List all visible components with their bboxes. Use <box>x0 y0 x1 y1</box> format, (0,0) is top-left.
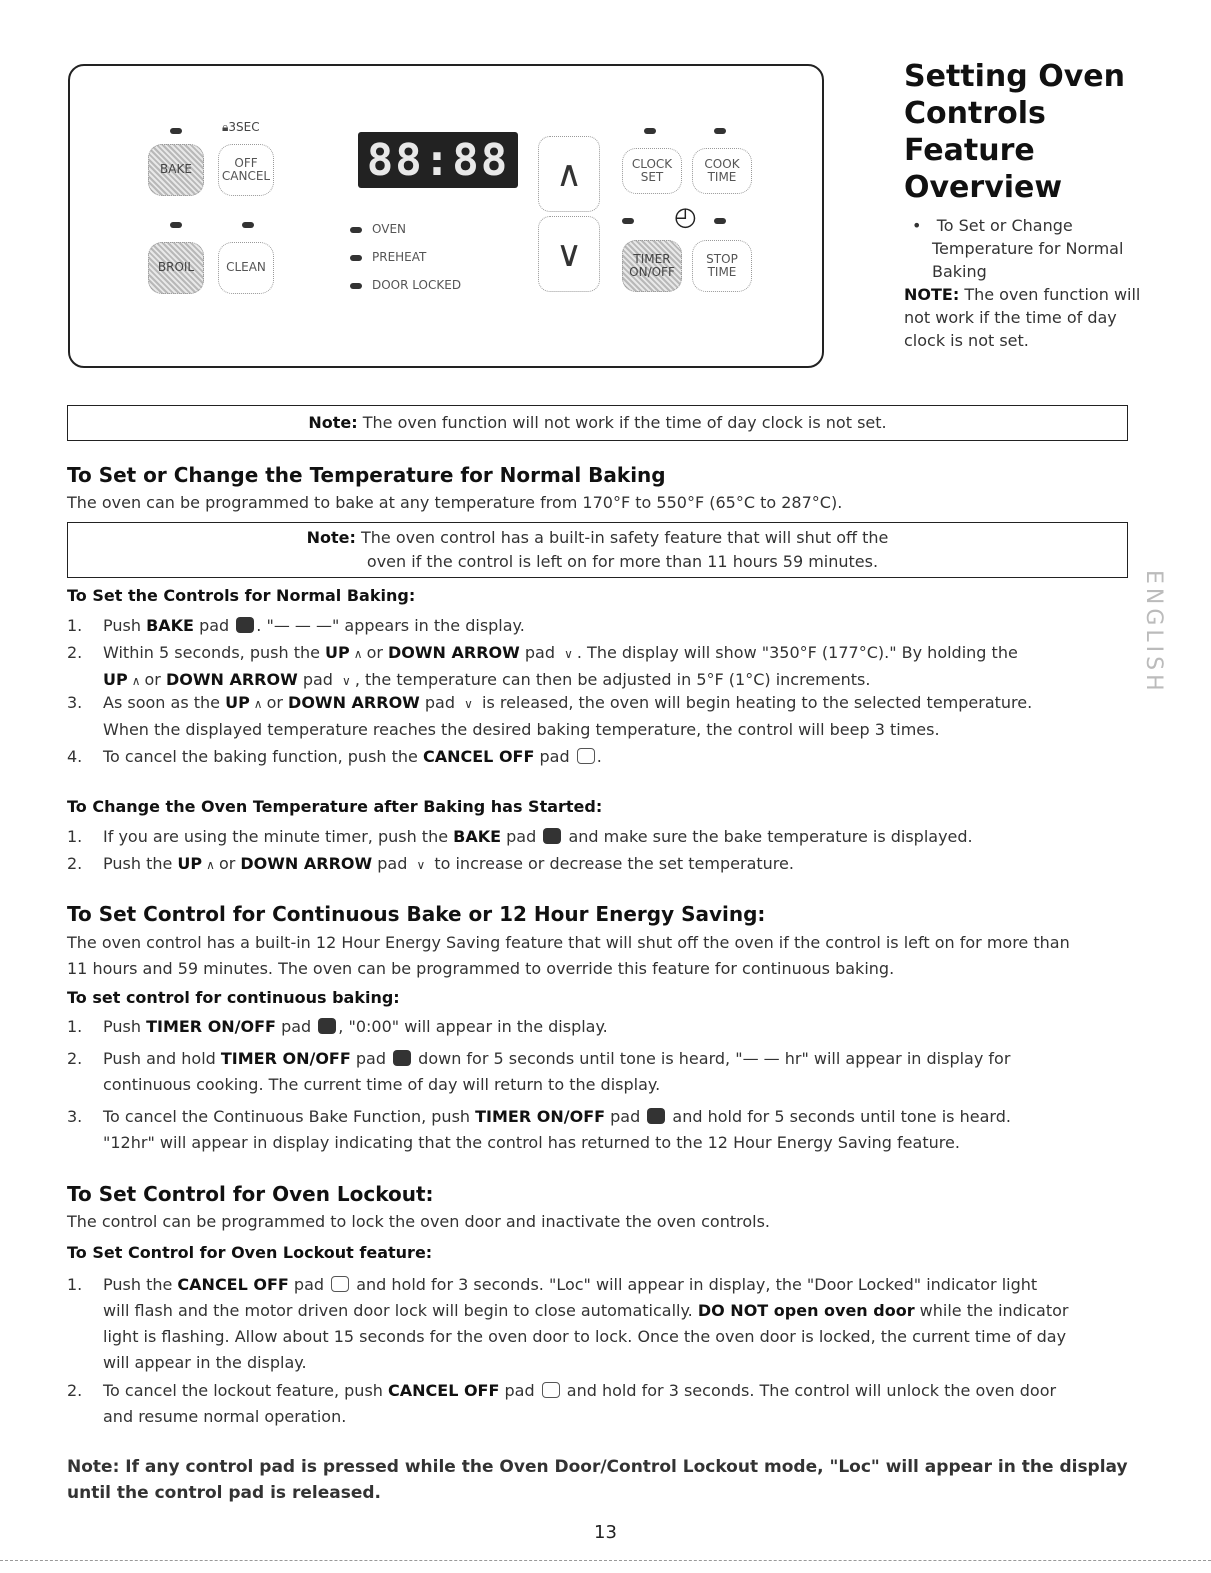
step-1-1: 1. Push BAKE pad . "— — —" appears in the display. <box>67 616 525 635</box>
intro-normal-baking: The oven can be programmed to bake at any temperature from 170°F to 550°F (65°C to 287°C). <box>67 493 843 512</box>
three-sec-label: 🔒︎3SEC <box>222 120 260 134</box>
step-3-1: 1. Push TIMER ON/OFF pad , "0:00" will appear in the display. <box>67 1017 608 1036</box>
side-summary <box>904 214 1144 352</box>
bake-pad: BAKE <box>148 144 204 196</box>
oven-indicator: OVEN <box>350 222 406 236</box>
step-4-1: 1. Push the CANCEL OFF pad and hold for 3 seconds. "Loc" will appear in display, the "Door Locked" indicator light will flash and the motor driven door lock will begin to close automatically. DO NOT open oven door while the indicator light is flashing. Allow about 15 seconds for the oven door to lock. Once the oven door is locked, the current time of day will appear in the display. <box>67 1275 1069 1372</box>
sub-normal-baking: To Set the Controls for Normal Baking: <box>67 586 416 605</box>
sub-change-temp: To Change the Oven Temperature after Baking has Started: <box>67 797 603 816</box>
timer-on-off-pad: TIMER ON/OFF <box>622 240 682 292</box>
down-arrow-icon: ∨ <box>564 647 573 661</box>
stop-time-pad: STOP TIME <box>692 240 752 292</box>
page-number: 13 <box>594 1522 617 1543</box>
stop-time-led <box>714 218 726 224</box>
side-note: NOTE: The oven function will not work if the time of day clock is not set. <box>904 285 1141 350</box>
heading-continuous-bake: To Set Control for Continuous Bake or 12 Hour Energy Saving: <box>67 902 766 926</box>
off-cancel-pad: OFF CANCEL <box>218 144 274 196</box>
note-box-safety: Note: The oven control has a built-in safety feature that will shut off the oven if the control is left on for more than 11 hours 59 minutes. <box>67 522 1128 578</box>
down-arrow-icon: ∨ <box>538 216 600 292</box>
timer-clock-icon: ◴ <box>674 202 697 232</box>
cook-time-led <box>714 128 726 134</box>
step-3-3: 3. To cancel the Continuous Bake Function, push TIMER ON/OFF pad and hold for 5 seconds until tone is heard. "12hr" will appear in display indicating that the control has returned to the 12 Hour Energy Saving feature. <box>67 1107 1011 1152</box>
side-bullet: • To Set or Change Temperature for Normal Baking <box>912 216 1124 281</box>
heading-oven-lockout: To Set Control for Oven Lockout: <box>67 1182 434 1206</box>
timer-led <box>622 218 634 224</box>
clock-set-pad: CLOCK SET <box>622 148 682 194</box>
step-2-2: 2. Push the UP ∧ or DOWN ARROW pad ∨ to increase or decrease the set temperature. <box>67 854 794 873</box>
step-1-4: 4. To cancel the baking function, push the CANCEL OFF pad . <box>67 747 602 766</box>
sub-oven-lockout: To Set Control for Oven Lockout feature: <box>67 1243 433 1262</box>
step-1-3: 3. As soon as the UP ∧ or DOWN ARROW pad ∨ is released, the oven will begin heating to the selected temperature. When the displayed temperature reaches the desired baking temperature, the control will beep 3 times. <box>67 693 1033 739</box>
control-panel-illustration <box>68 64 824 368</box>
bake-led <box>170 128 182 134</box>
cook-time-pad: COOK TIME <box>692 148 752 194</box>
up-arrow-icon: ∧ <box>353 647 363 661</box>
broil-pad: BROIL <box>148 242 204 294</box>
sub-continuous-bake: To set control for continuous baking: <box>67 988 400 1007</box>
bottom-rule <box>0 1560 1211 1561</box>
intro-continuous-bake: The oven control has a built-in 12 Hour Energy Saving feature that will shut off the oven if the control is left on for more than 11 hours and 59 minutes. The oven can be programmed to override this feature for continuous baking. <box>67 933 1070 978</box>
clean-led <box>242 222 254 228</box>
clock-led <box>644 128 656 134</box>
digital-display: 88:88 <box>358 132 518 188</box>
language-tab: ENGLISH <box>1141 570 1166 695</box>
preheat-indicator: PREHEAT <box>350 250 426 264</box>
side-title: Setting Oven Controls Feature Overview <box>904 59 1125 205</box>
step-1-2: 2. Within 5 seconds, push the UP ∧ or DOWN ARROW pad ∨ . The display will show "350°F (177°C)." By holding the UP ∧ or DOWN ARROW pad ∨ , the temperature can then be adjusted in 5°F (1°C) increments. <box>67 643 1018 689</box>
final-note: Note: If any control pad is pressed while the Oven Door/Control Lockout mode, "Loc" will appear in the display until the control pad is released. <box>67 1457 1128 1503</box>
step-3-2: 2. Push and hold TIMER ON/OFF pad down for 5 seconds until tone is heard, "— — hr" will appear in display for continuous cooking. The current time of day will return to the display. <box>67 1049 1011 1094</box>
broil-led <box>170 222 182 228</box>
step-2-1: 1. If you are using the minute timer, push the BAKE pad and make sure the bake temperature is displayed. <box>67 827 973 846</box>
door-locked-indicator: DOOR LOCKED <box>350 278 461 292</box>
intro-oven-lockout: The control can be programmed to lock the oven door and inactivate the oven controls. <box>67 1212 770 1231</box>
bake-pad-icon <box>236 617 254 633</box>
clean-pad: CLEAN <box>218 242 274 294</box>
note-box-clock: Note: The oven function will not work if the time of day clock is not set. <box>67 405 1128 441</box>
cancel-pad-icon <box>577 748 595 764</box>
heading-normal-baking: To Set or Change the Temperature for Normal Baking <box>67 463 666 487</box>
step-4-2: 2. To cancel the lockout feature, push CANCEL OFF pad and hold for 3 seconds. The control will unlock the oven door and resume normal operation. <box>67 1381 1057 1426</box>
up-arrow-icon: ∧ <box>538 136 600 212</box>
